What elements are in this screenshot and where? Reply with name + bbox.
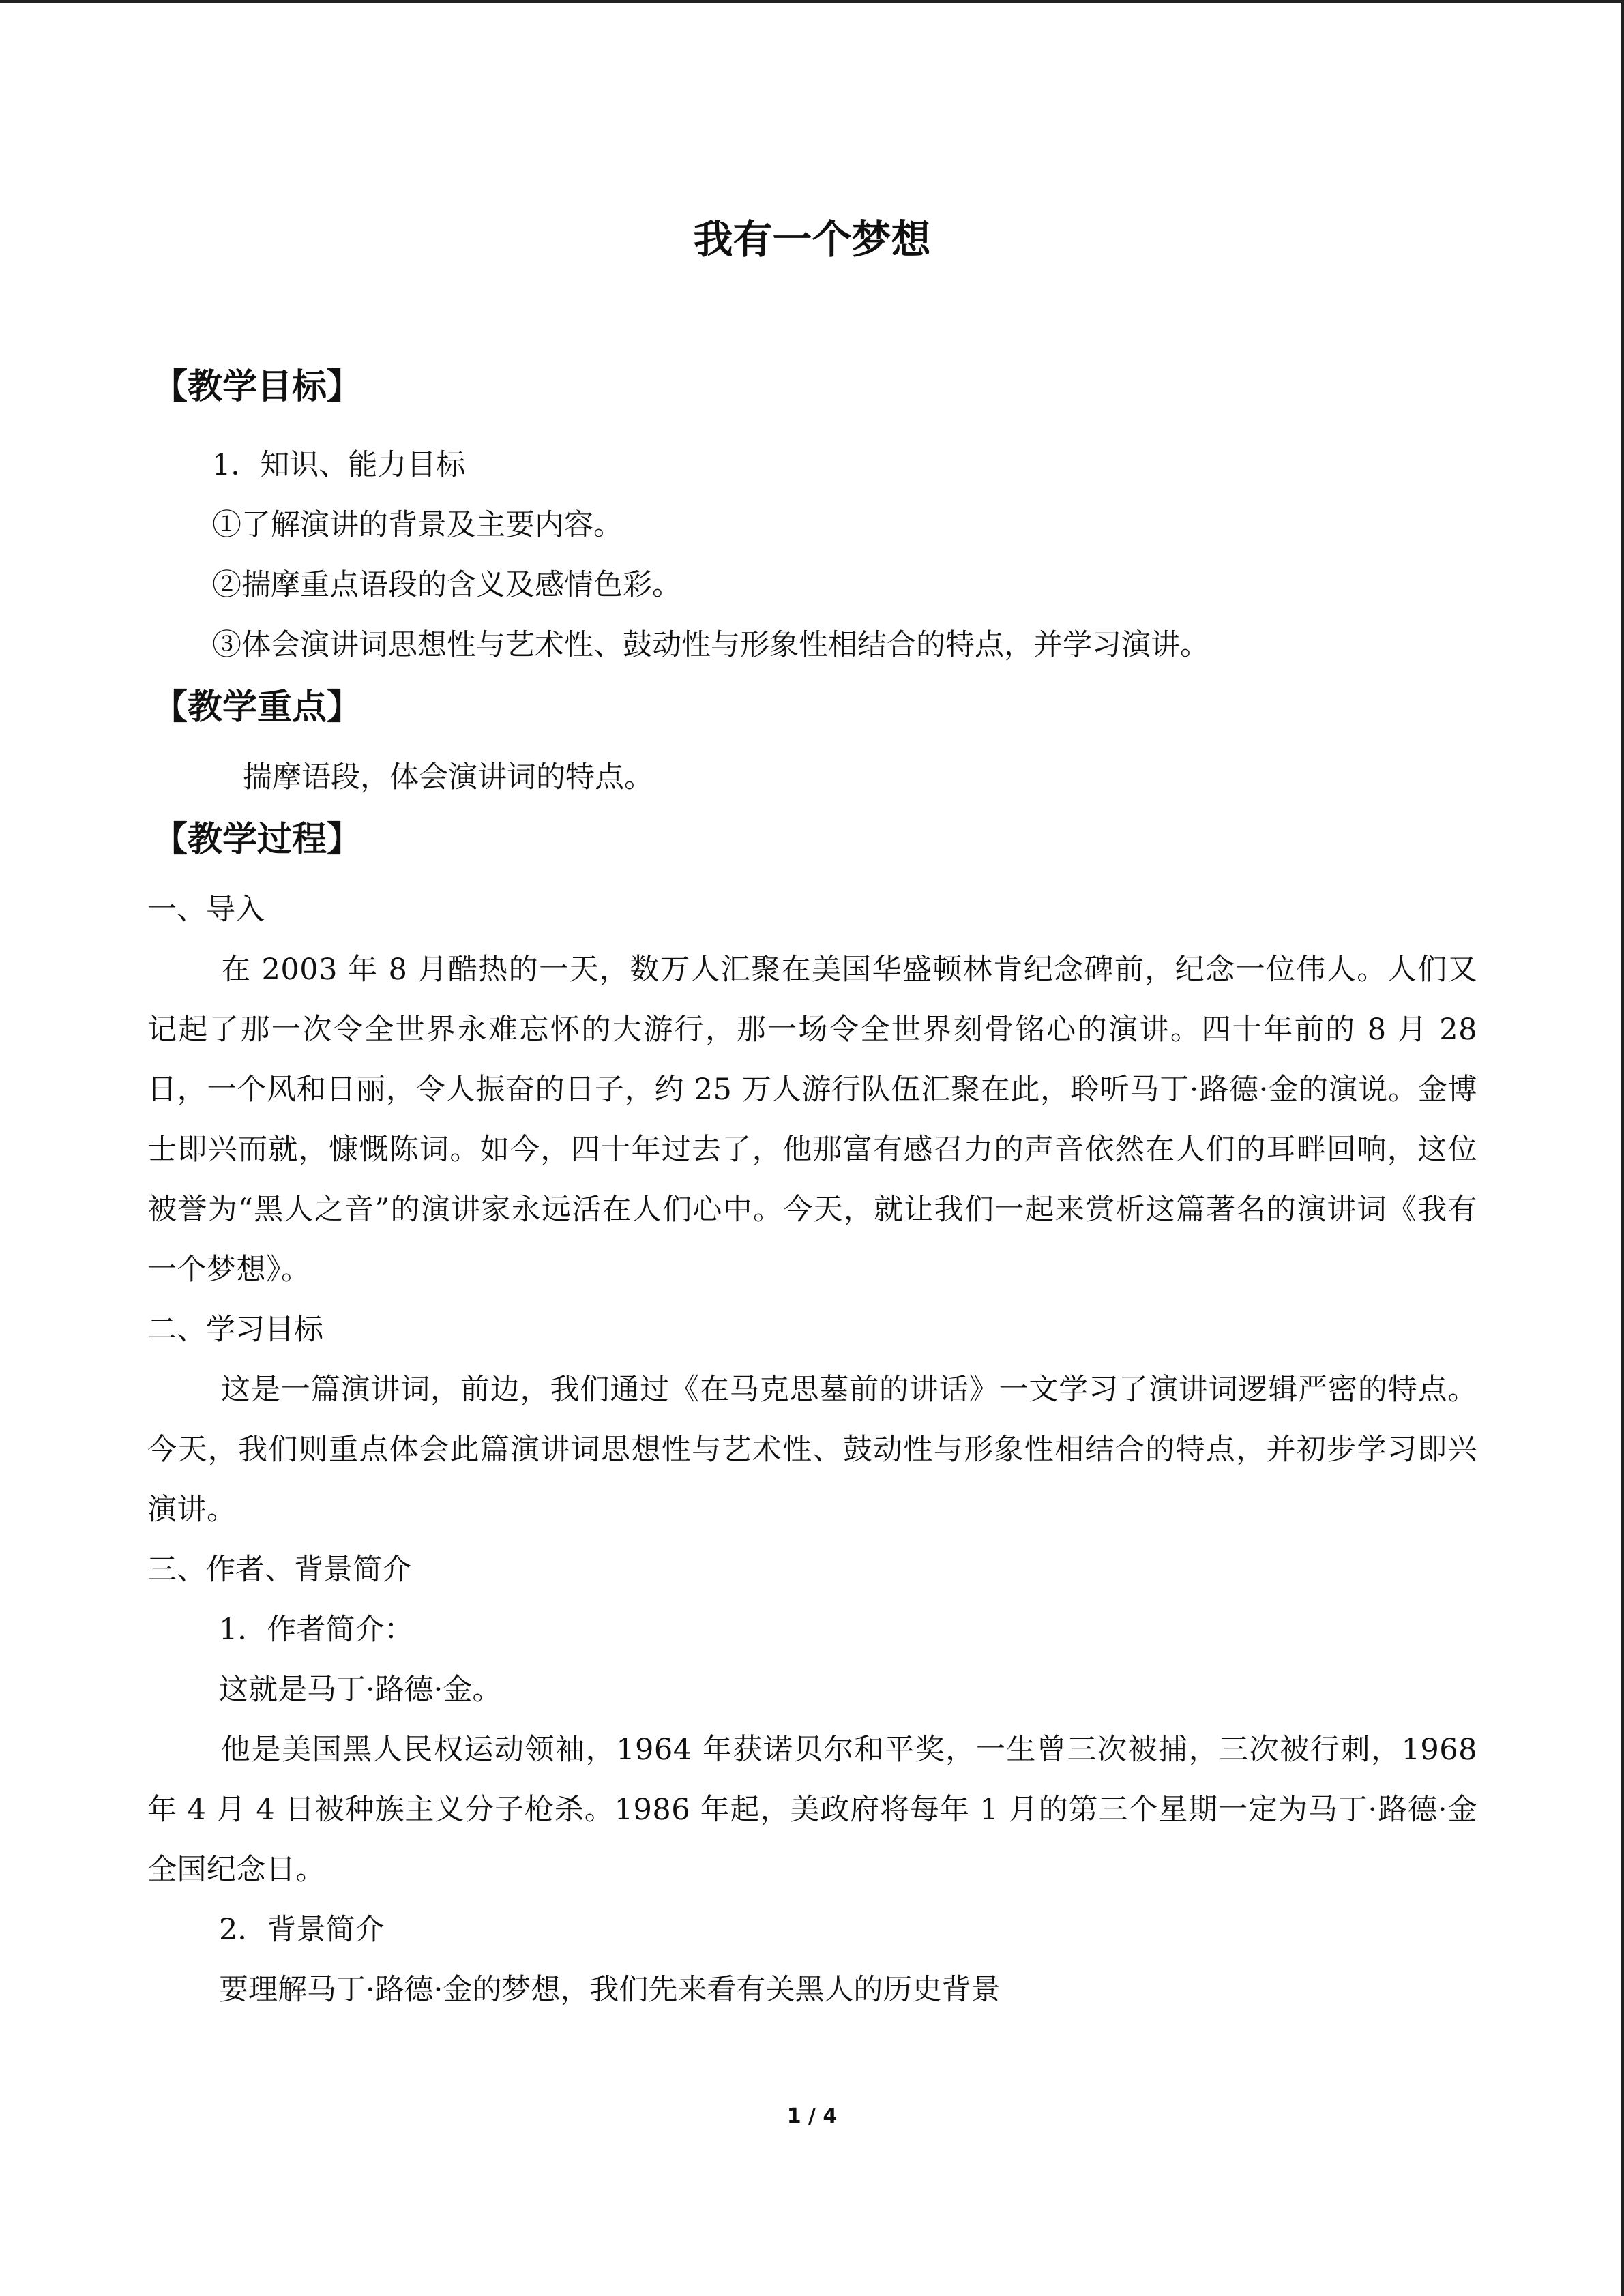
page-number: 1 / 4	[786, 2104, 838, 2128]
goals-item-1: ①了解演讲的背景及主要内容。	[212, 508, 623, 542]
focus-text: 揣摩语段，体会演讲词的特点。	[243, 760, 653, 794]
study-goals-title: 二、学习目标	[147, 1313, 323, 1347]
author-background-title: 三、作者、背景简介	[147, 1553, 411, 1587]
author-paragraph: 他是美国黑人民权运动领袖，1964 年获诺贝尔和平奖，一生曾三次被捕，三次被行刺，1968 年 4 月 4 日被种族主义分子枪杀。1986 年起，美政府将每年 1 月的第三个星期一定为马丁·路德·金全国纪念日。	[147, 1733, 1477, 1887]
intro-paragraph: 在 2003 年 8 月酷热的一天，数万人汇聚在美国华盛顿林肯纪念碑前，纪念一位伟人。人们又记起了那一次令全世界永难忘怀的大游行，那一场令全世界刻骨铭心的演讲。四十年前的 8 月 28 日，一个风和日丽，令人振奋的日子，约 25 万人游行队伍汇聚在此，聆听马丁·路德·金的演说。金博士即兴而就，慷慨陈词。如今，四十年过去了，他那富有感召力的声音依然在人们的耳畔回响，这位被誉为“黑人之音”的演讲家永远活在人们心中。今天，就让我们一起来赏析这篇著名的演讲词《我有一个梦想》。	[147, 953, 1477, 1287]
spacer	[147, 873, 1477, 880]
goals-subheading: 1．知识、能力目标	[212, 448, 466, 482]
page-top-border	[0, 0, 1624, 3]
author-subheading: 1．作者简介：	[219, 1613, 414, 1647]
goals-item-3: ③体会演讲词思想性与艺术性、鼓动性与形象性相结合的特点，并学习演讲。	[212, 628, 1209, 662]
author-line: 这就是马丁·路德·金。	[219, 1673, 502, 1707]
spacer	[147, 741, 1477, 747]
background-subheading: 2．背景简介	[219, 1913, 385, 1947]
study-goals-paragraph: 这是一篇演讲词，前边，我们通过《在马克思墓前的讲话》一文学习了演讲词逻辑严密的特点。今天，我们则重点体会此篇演讲词思想性与艺术性、鼓动性与形象性相结合的特点，并初步学习即兴演讲。	[147, 1373, 1477, 1527]
goals-item-2: ②揣摩重点语段的含义及感情色彩。	[212, 568, 681, 602]
background-line: 要理解马丁·路德·金的梦想，我们先来看有关黑人的历史背景	[219, 1973, 1001, 2007]
heading-teaching-focus: 【教学重点】	[153, 687, 362, 728]
heading-teaching-process: 【教学过程】	[153, 820, 362, 860]
document-title: 我有一个梦想	[693, 216, 931, 263]
document-body	[147, 355, 1477, 2020]
spacer	[147, 420, 1477, 435]
intro-title: 一、导入	[147, 893, 265, 927]
page-right-border	[1621, 0, 1624, 2296]
heading-teaching-goals: 【教学目标】	[153, 367, 362, 407]
